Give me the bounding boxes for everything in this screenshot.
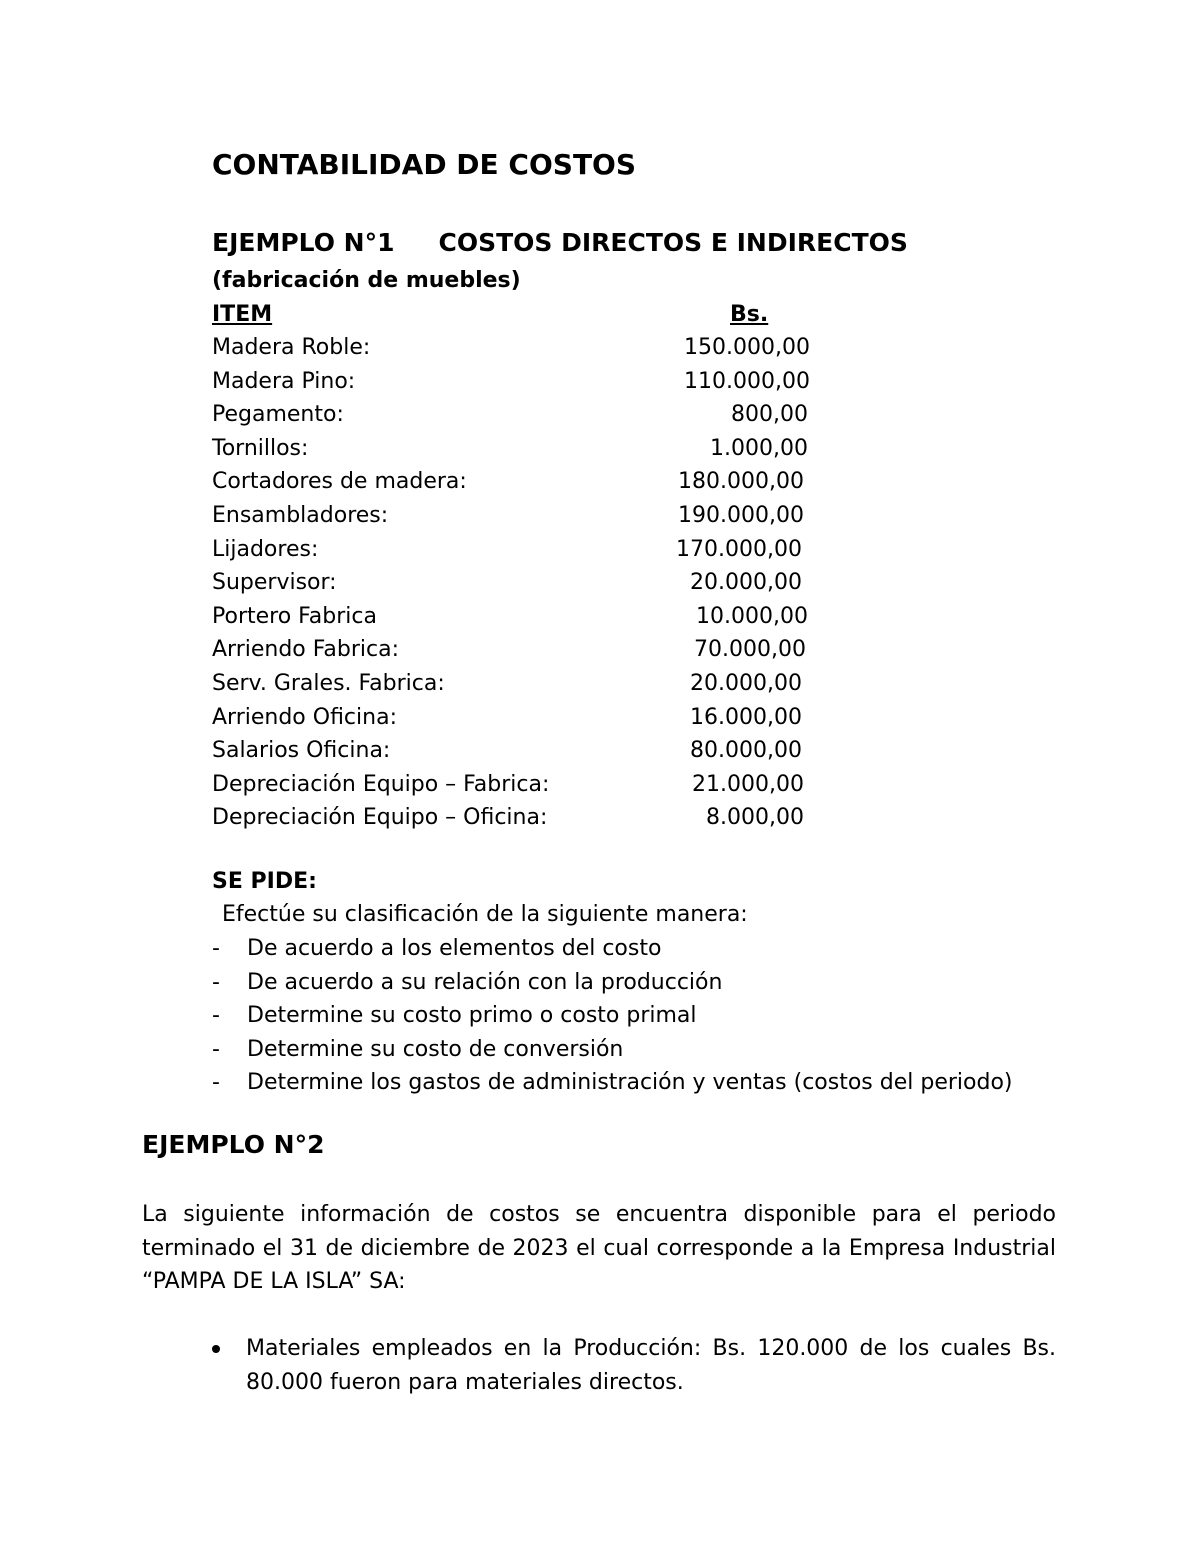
task-text: De acuerdo a su relación con la producción <box>247 969 723 995</box>
cost-item-label: Pegamento: <box>212 402 344 428</box>
task-text: Determine su costo de conversión <box>247 1036 624 1062</box>
paragraph-line: La siguiente información de costos se encuentra disponible para el periodo <box>142 1202 1056 1227</box>
cost-item-value: 170.000,00 <box>676 536 802 562</box>
column-header-bs: Bs. <box>730 302 769 327</box>
cost-item-value: 16.000,00 <box>690 704 802 730</box>
example1-number: EJEMPLO N°1 <box>212 228 395 257</box>
cost-item-value: 150.000,00 <box>684 335 810 360</box>
bullet-text <box>246 1332 1056 1400</box>
cost-item-value: 10.000,00 <box>696 603 808 629</box>
cost-item-value: 20.000,00 <box>690 570 802 596</box>
cost-item-label: Madera Roble: <box>212 335 371 360</box>
document-title: CONTABILIDAD DE COSTOS <box>212 148 637 181</box>
cost-item-value: 21.000,00 <box>692 771 804 797</box>
cost-item-value: 800,00 <box>731 402 808 428</box>
cost-item-row <box>212 768 812 802</box>
task-text: De acuerdo a los elementos del costo <box>247 936 662 961</box>
dash-bullet-icon: - <box>212 1003 220 1029</box>
se-pide-heading: SE PIDE: <box>212 869 317 894</box>
cost-item-label: Depreciación Equipo – Fabrica: <box>212 771 550 797</box>
cost-item-label: Ensambladores: <box>212 502 389 528</box>
cost-item-row <box>212 499 812 533</box>
cost-item-label: Serv. Grales. Fabrica: <box>212 670 445 696</box>
cost-item-row <box>212 331 812 365</box>
example1-heading <box>212 228 908 257</box>
task-text: Determine su costo primo o costo primal <box>247 1003 697 1029</box>
cost-item-row <box>212 365 812 399</box>
cost-item-row <box>212 432 812 466</box>
cost-item-row <box>212 734 812 768</box>
cost-item-value: 180.000,00 <box>678 469 804 495</box>
bullet-line: 80.000 fueron para materiales directos. <box>246 1370 684 1395</box>
cost-item-row <box>212 667 812 701</box>
cost-item-label: Portero Fabrica <box>212 603 377 629</box>
cost-item-row <box>212 633 812 667</box>
example2-heading: EJEMPLO N°2 <box>142 1130 325 1159</box>
cost-item-value: 20.000,00 <box>690 670 802 696</box>
cost-item-row <box>212 701 812 735</box>
cost-item-label: Arriendo Oficina: <box>212 704 397 730</box>
cost-item-row <box>212 398 812 432</box>
cost-item-value: 80.000,00 <box>690 738 802 764</box>
cost-items-list <box>212 331 812 835</box>
cost-item-label: Supervisor: <box>212 570 337 596</box>
example2-paragraph <box>142 1198 1056 1299</box>
dash-bullet-icon: - <box>212 1070 220 1096</box>
se-pide-intro: Efectúe su clasificación de la siguiente manera: <box>222 902 748 927</box>
task-text: Determine los gastos de administración y ventas (costos del periodo) <box>247 1070 1013 1096</box>
column-header-item: ITEM <box>212 302 273 327</box>
dash-bullet-icon: - <box>212 969 220 995</box>
cost-item-label: Tornillos: <box>212 435 309 461</box>
cost-item-value: 110.000,00 <box>684 368 810 394</box>
cost-item-row <box>212 533 812 567</box>
cost-item-label: Cortadores de madera: <box>212 469 467 495</box>
cost-item-label: Madera Pino: <box>212 368 356 394</box>
cost-item-label: Lijadores: <box>212 536 319 562</box>
cost-item-row <box>212 600 812 634</box>
cost-item-label: Arriendo Fabrica: <box>212 637 399 663</box>
cost-item-row <box>212 465 812 499</box>
cost-item-value: 190.000,00 <box>678 502 804 528</box>
cost-item-label: Salarios Oficina: <box>212 738 391 764</box>
paragraph-line: terminado el 31 de diciembre de 2023 el cual corresponde a la Empresa Industrial <box>142 1235 1056 1261</box>
paragraph-line: “PAMPA DE LA ISLA” SA: <box>142 1269 406 1294</box>
cost-item-row <box>212 566 812 600</box>
example1-title: COSTOS DIRECTOS E INDIRECTOS <box>438 228 908 257</box>
bullet-line: Materiales empleados en la Producción: Bs. 120.000 de los cuales Bs. <box>246 1336 1056 1361</box>
cost-item-value: 8.000,00 <box>706 805 804 831</box>
dash-bullet-icon: - <box>212 936 220 961</box>
example1-subtitle: (fabricación de muebles) <box>212 268 521 293</box>
cost-item-value: 1.000,00 <box>710 435 808 461</box>
cost-item-label: Depreciación Equipo – Oficina: <box>212 805 548 831</box>
cost-item-value: 70.000,00 <box>694 637 806 663</box>
bullet-icon <box>212 1345 220 1353</box>
cost-item-row <box>212 801 812 835</box>
dash-bullet-icon: - <box>212 1036 220 1062</box>
